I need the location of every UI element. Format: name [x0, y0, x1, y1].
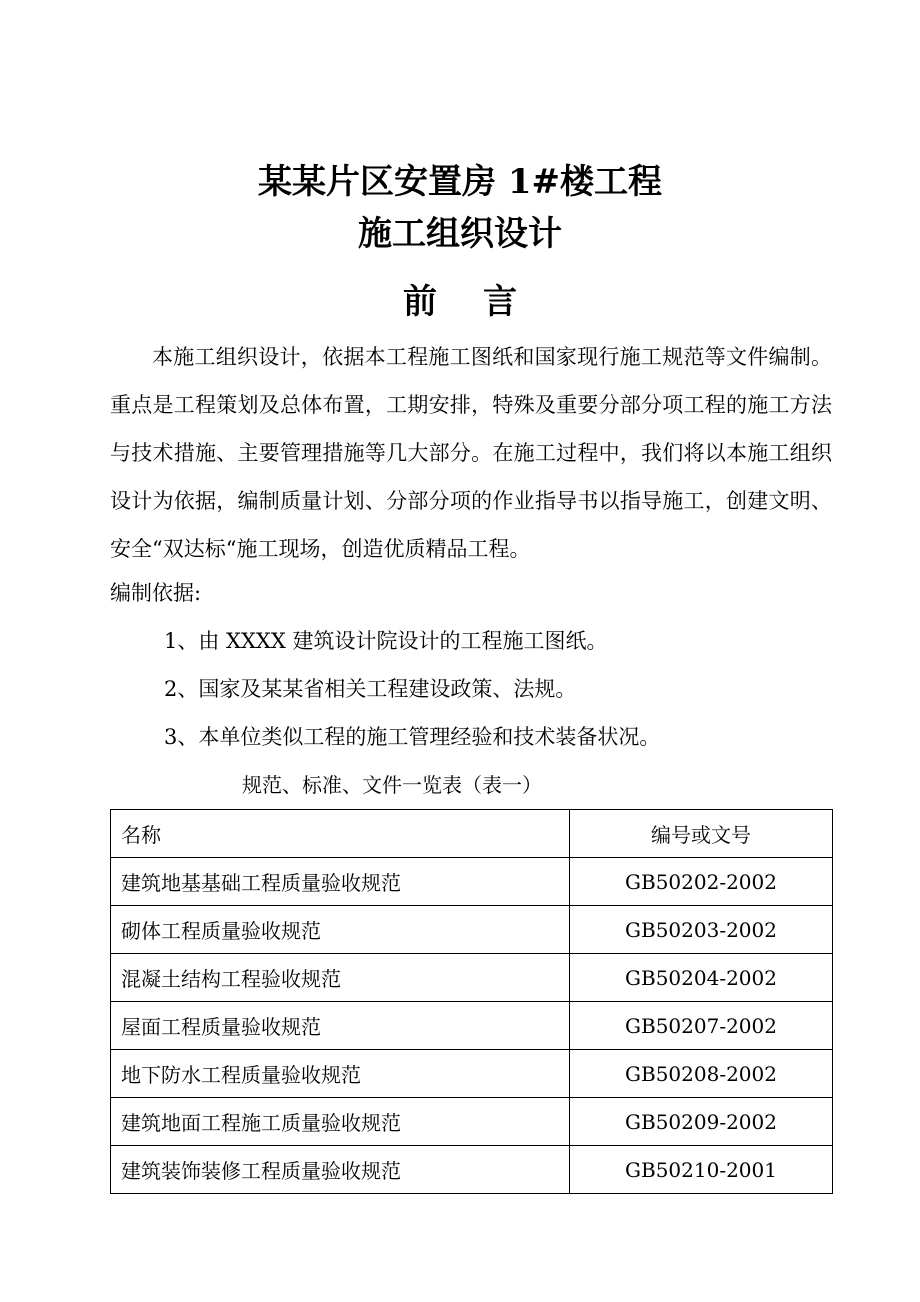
basis-label: 编制依据: [110, 581, 202, 605]
header-name: 名称 [111, 810, 570, 858]
cell-name: 建筑地面工程施工质量验收规范 [111, 1098, 570, 1146]
header-code: 编号或文号 [570, 810, 833, 858]
basis-item: 1、由 XXXX 建筑设计院设计的工程施工图纸。 [164, 629, 608, 653]
cell-code: GB50210-2001 [570, 1146, 833, 1194]
section-title-preface: 前言 [403, 282, 563, 322]
cell-code: GB50202-2002 [570, 858, 833, 906]
cell-name: 建筑地基基础工程质量验收规范 [111, 858, 570, 906]
table-row [111, 1050, 833, 1098]
cell-code: GB50207-2002 [570, 1002, 833, 1050]
cell-name: 屋面工程质量验收规范 [111, 1002, 570, 1050]
basis-item: 2、国家及某某省相关工程建设政策、法规。 [164, 677, 577, 701]
cell-code: GB50208-2002 [570, 1050, 833, 1098]
table-row [111, 906, 833, 954]
cell-code: GB50203-2002 [570, 906, 833, 954]
cell-name: 混凝土结构工程验收规范 [111, 954, 570, 1002]
spec-table [110, 809, 833, 1194]
cell-code: GB50204-2002 [570, 954, 833, 1002]
cell-name: 建筑装饰装修工程质量验收规范 [111, 1146, 570, 1194]
table-row [111, 1002, 833, 1050]
intro-paragraph: 本施工组织设计，依据本工程施工图纸和国家现行施工规范等文件编制。重点是工程策划及总体布置，工期安排，特殊及重要分部分项工程的施工方法与技术措施、主要管理措施等几大部分。在施工过程中，我们将以本施工组织设计为依据，编制质量计划、分部分项的作业指导书以指导施工，创建文明、安全“双达标“施工现场，创造优质精品工程。 [110, 345, 832, 561]
table-header-row [111, 810, 833, 858]
table-caption: 规范、标准、文件一览表（表一） [242, 773, 542, 797]
table-row [111, 1098, 833, 1146]
table-row [111, 954, 833, 1002]
document-title-line-2: 施工组织设计 [358, 214, 562, 254]
table-row [111, 1146, 833, 1194]
cell-name: 砌体工程质量验收规范 [111, 906, 570, 954]
basis-item: 3、本单位类似工程的施工管理经验和技术装备状况。 [164, 725, 661, 749]
table-row [111, 858, 833, 906]
document-title-line-1: 某某片区安置房 1#楼工程 [258, 162, 662, 202]
cell-name: 地下防水工程质量验收规范 [111, 1050, 570, 1098]
cell-code: GB50209-2002 [570, 1098, 833, 1146]
